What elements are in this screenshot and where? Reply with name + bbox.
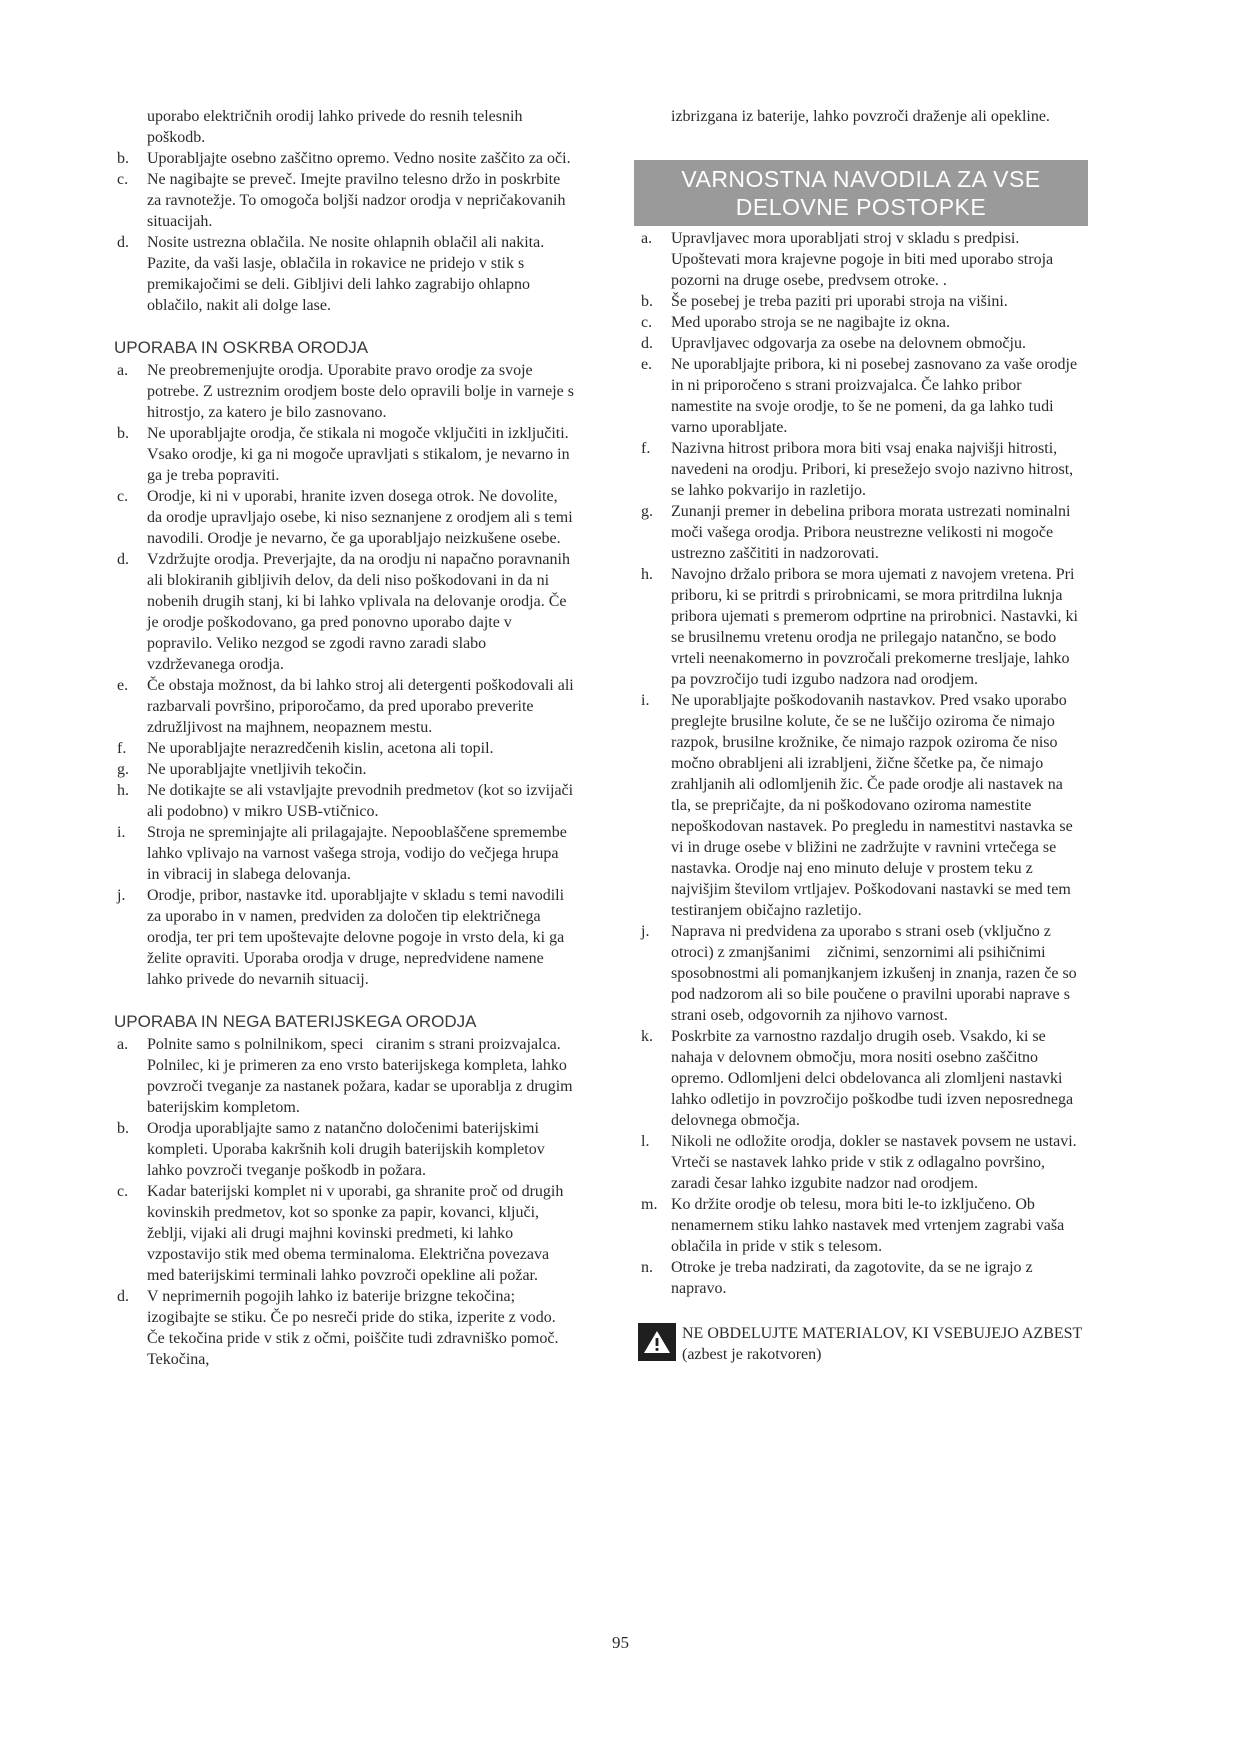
right-lead-text: izbrizgana iz baterije, lahko povzroči draženje ali opekline. xyxy=(671,108,1050,125)
all-operations-item-label: e. xyxy=(641,356,653,373)
tool-usage-item xyxy=(114,423,574,486)
personal-safety-item-label: c. xyxy=(117,171,129,188)
all-operations-item-label: c. xyxy=(641,314,653,331)
personal-safety-item-text: Uporabljajte osebno zaščitno opremo. Vedno nosite zaščito za oči. xyxy=(147,150,571,167)
battery-usage-item xyxy=(114,1118,574,1181)
all-operations-item-text: Naprava ni predvidena za uporabo s strani oseb (vključno z otroci) z zmanjšanimi  zičnimi, senzornimi ali psihičnimi sposobnostmi ali pomanjkanjem izkušenj in znanja, razen če so pod nadzorom ali so bile poučene o pravilni uporabi naprave s strani oseb, odgovornih za njihovo varnost. xyxy=(671,923,1077,1024)
all-operations-item xyxy=(638,354,1082,438)
battery-usage-item-label: c. xyxy=(117,1183,129,1200)
all-operations-item-text: Med uporabo stroja se ne nagibajte iz okna. xyxy=(671,314,951,331)
all-operations-item-text: Upravljavec mora uporabljati stroj v skladu s predpisi. Upoštevati mora krajevne pogoje in biti med uporabo stroja pozorni na druge osebe, predvsem otroke. . xyxy=(671,230,1054,289)
all-operations-item-text: Navojno držalo pribora se mora ujemati z navojem vretena. Pri priboru, ki se pritrdi s prirobnicami, se mora pritrdilna luknja pribora ujemati s premerom odprtine na prirobnici. Nastavki, ki se brusilnemu vretenu orodja ne prilegajo natančno, se bodo vrteli neenakomerno in povzročali prekomerne tresljaje, lahko pa povzročijo tudi izgubo nadzora nad orodjem. xyxy=(671,566,1078,688)
battery-usage-item xyxy=(114,1034,574,1118)
all-operations-item-text: Ko držite orodje ob telesu, mora biti le-to izključeno. Ob nenamernem stiku lahko nastavek med vrtenjem zagrabi vaša oblačila in pride v stik s telesom. xyxy=(671,1196,1065,1255)
all-operations-item xyxy=(638,438,1082,501)
all-operations-item-label: i. xyxy=(641,692,650,709)
battery-usage-item-text: Polnite samo s polnilnikom, speci ciranim s strani proizvajalca. Polnilec, ki je primeren za eno vrsto baterijskega kompleta, lahko povzroči tveganje za nastanek požara, kadar se uporablja z drugim baterijskim kompletom. xyxy=(147,1036,573,1116)
all-operations-item-text: Ne uporabljajte pribora, ki ni posebej zasnovano za vaše orodje in ni priporočeno s strani proizvajalca. Če lahko pribor namestite na svoje orodje, to še ne pomeni, da ga lahko tudi varno uporabljate. xyxy=(671,356,1078,436)
tool-usage-item-text: Ne preobremenjujte orodja. Uporabite pravo orodje za svoje potrebe. Z ustreznim orodjem boste delo opravili bolje in varneje s hitrostjo, za katero je bilo zasnovano. xyxy=(147,362,574,421)
all-operations-item xyxy=(638,228,1082,291)
tool-usage-item-text: Orodje, pribor, nastavke itd. uporabljajte v skladu s temi navodili za uporabo in v namen, predviden za določen tip električnega orodja, ter pri tem upoštevajte delovne pogoje in vrsto dela, ki ga želite opraviti. Uporaba orodja v druge, nepredvidene namene lahko privede do nevarnih situacij. xyxy=(147,887,565,988)
personal-safety-item-label: b. xyxy=(117,150,129,167)
tool-usage-item-label: j. xyxy=(117,887,126,904)
tool-usage-item-text: Ne dotikajte se ali vstavljajte prevodnih predmetov (kot so izvijači ali podobno) v mikro USB-vtičnico. xyxy=(147,782,574,820)
tool-usage-item-label: f. xyxy=(117,740,127,757)
asbestos-warning xyxy=(638,1323,1082,1365)
battery-usage-item-label: b. xyxy=(117,1120,129,1137)
all-operations-item xyxy=(638,501,1082,564)
all-operations-item-label: j. xyxy=(641,923,650,940)
tool-usage-item xyxy=(114,759,574,780)
all-operations-item-text: Upravljavec odgovarja za osebe na delovnem območju. xyxy=(671,335,1026,352)
personal-safety-item xyxy=(114,148,574,169)
personal-safety-item xyxy=(114,169,574,232)
all-operations-item-label: g. xyxy=(641,503,653,520)
tool-usage-item-label: i. xyxy=(117,824,126,841)
all-operations-item-text: Otroke je treba nadzirati, da zagotovite, da se ne igrajo z napravo. xyxy=(671,1259,1033,1297)
all-operations-item xyxy=(638,1026,1082,1131)
all-operations-item-text: Poskrbite za varnostno razdaljo drugih oseb. Vsakdo, ki se nahaja v delovnem območju, mora nositi osebno zaščitno opremo. Odlomljeni delci obdelovanca ali zlomljeni nastavki lahko odletijo in povzročijo poškodbe tudi izven neposrednega delovnega območja. xyxy=(671,1028,1074,1129)
all-operations-item xyxy=(638,291,1082,312)
all-operations-item xyxy=(638,564,1082,690)
all-operations-item-label: b. xyxy=(641,293,653,310)
tool-usage-item-text: Stroja ne spreminjajte ali prilagajajte. Nepooblaščene spremembe lahko vplivajo na varnost vašega stroja, vodijo do večjega hrupa in vibracij in slabega delovanja. xyxy=(147,824,567,883)
tool-usage-item-label: a. xyxy=(117,362,129,379)
tool-usage-item-label: e. xyxy=(117,677,129,694)
tool-usage-item-label: g. xyxy=(117,761,129,778)
tool-usage-item-label: d. xyxy=(117,551,129,568)
tool-usage-item-label: b. xyxy=(117,425,129,442)
battery-usage-item-label: d. xyxy=(117,1288,129,1305)
all-operations-item-text: Še posebej je treba paziti pri uporabi stroja na višini. xyxy=(671,293,1008,310)
tool-usage-item-text: Ne uporabljajte orodja, če stikala ni mogoče vključiti in izključiti. Vsako orodje, ki ga ni mogoče upravljati s stikalom, je nevarno in ga je treba popraviti. xyxy=(147,425,570,484)
all-operations-item-text: Zunanji premer in debelina pribora morata ustrezati nominalni moči vašega orodja. Pribora neustrezne velikosti ni mogoče ustrezno zaščititi in nadzorovati. xyxy=(671,503,1071,562)
all-operations-item xyxy=(638,1257,1082,1299)
all-operations-item-label: l. xyxy=(641,1133,650,1150)
all-operations-item xyxy=(638,312,1082,333)
all-operations-item-label: a. xyxy=(641,230,653,247)
tool-usage-item xyxy=(114,360,574,423)
tool-usage-item-text: Ne uporabljajte vnetljivih tekočin. xyxy=(147,761,367,778)
all-operations-item xyxy=(638,921,1082,1026)
asbestos-warning-text xyxy=(682,1323,1082,1365)
asbestos-warning-main: NE OBDELUJTE MATERIALOV, KI VSEBUJEJO AZBEST xyxy=(682,1325,1083,1342)
all-operations-item xyxy=(638,1194,1082,1257)
tool-usage-item-label: c. xyxy=(117,488,129,505)
left-group3-list xyxy=(114,1034,574,1370)
tool-usage-item xyxy=(114,780,574,822)
all-operations-item-label: n. xyxy=(641,1259,653,1276)
tool-usage-item-label: h. xyxy=(117,782,129,799)
left-group1-list xyxy=(114,148,574,316)
left-group2-list xyxy=(114,360,574,990)
asbestos-warning-note: (azbest je rakotvoren) xyxy=(682,1346,822,1363)
battery-usage-item-text: Orodja uporabljajte samo z natančno določenimi baterijskimi kompleti. Uporaba kakršnih koli drugih baterijskih kompletov lahko povzroči tveganje poškodb in požara. xyxy=(147,1120,545,1179)
all-operations-item-label: h. xyxy=(641,566,653,583)
tool-usage-item xyxy=(114,486,574,549)
all-operations-item-label: d. xyxy=(641,335,653,352)
all-operations-item-text: Nikoli ne odložite orodja, dokler se nastavek povsem ne ustavi. Vrteči se nastavek lahko pride v stik z odlagalno površino, zaradi česar lahko izgubite nadzor nad orodjem. xyxy=(671,1133,1077,1192)
hazard-triangle-icon xyxy=(638,1323,676,1361)
right-items-list xyxy=(638,228,1082,1299)
section-heading-battery-tool: UPORABA IN NEGA BATERIJSKEGA ORODJA xyxy=(114,1012,477,1031)
all-operations-item-label: k. xyxy=(641,1028,653,1045)
battery-usage-item-label: a. xyxy=(117,1036,129,1053)
all-operations-item xyxy=(638,333,1082,354)
personal-safety-item-label: d. xyxy=(117,234,129,251)
personal-safety-item xyxy=(114,232,574,316)
left-column xyxy=(114,106,574,1370)
tool-usage-item xyxy=(114,738,574,759)
battery-usage-item xyxy=(114,1181,574,1286)
tool-usage-item xyxy=(114,885,574,990)
personal-safety-item-text: Nosite ustrezna oblačila. Ne nosite ohlapnih oblačil ali nakita. Pazite, da vaši lasje, oblačila in rokavice ne pridejo v stik s premikajočimi se deli. Gibljivi deli lahko zagrabijo ohlapno oblačilo, nakit ali dolge lase. xyxy=(147,234,545,314)
all-operations-item-text: Nazivna hitrost pribora mora biti vsaj enaka najvišji hitrosti, navedeni na orodju. Pribori, ki presežejo svojo nazivno hitrost, se lahko pokvarijo in razletijo. xyxy=(671,440,1074,499)
tool-usage-item-text: Če obstaja možnost, da bi lahko stroj ali detergenti poškodovali ali razbarvali površino, priporočamo, da pred uporabo preverite združljivost na majhnem, neopaznem mestu. xyxy=(147,677,574,736)
battery-usage-item xyxy=(114,1286,574,1370)
all-operations-item-label: m. xyxy=(641,1196,658,1213)
all-operations-item-text: Ne uporabljajte poškodovanih nastavkov. Pred vsako uporabo preglejte brusilne kolute, če se ne luščijo oziroma če nimajo razpok, brusilne krožnike, če nimajo razpok oziroma če niso močno obrabljeni ali izrabljeni, žične ščetke pa, če nimajo zrahljanih ali odlomljenih žic. Če pade orodje ali nastavek na tla, se prepričajte, da ni poškodovano oziroma namestite nepoškodovan nastavek. Po pregledu in namestitvi nastavka se vi in druge osebe v bližini ne zadržujte v ravnini vrtečega se nastavka. Orodje naj eno minuto deluje v prostem teku z najvišjim številom vrtljajev. Poškodovani nastavki se med tem testiranjem običajno razletijo. xyxy=(671,692,1073,919)
tool-usage-item xyxy=(114,549,574,675)
personal-safety-item-text: Ne nagibajte se preveč. Imejte pravilno telesno držo in poskrbite za ravnotežje. To omogoča boljši nadzor orodja v nepričakovanih situacijah. xyxy=(147,171,566,230)
tool-usage-item-text: Vzdržujte orodja. Preverjajte, da na orodju ni napačno poravnanih ali blokiranih gibljivih delov, da deli niso poškodovani in da ni nobenih drugih stanj, ki bi lahko vplivala na delovanje orodja. Če je orodje poškodovano, ga pred ponovno uporabo dajte v popravilo. Veliko nezgod se zgodi ravno zaradi slabo vzdrževanega orodja. xyxy=(147,551,570,673)
battery-usage-item-text: Kadar baterijski komplet ni v uporabi, ga shranite proč od drugih kovinskih predmetov, kot so sponke za papir, kovanci, ključi, žeblji, vijaki ali drugi majhni kovinski predmeti, ki lahko vzpostavijo stik med obema terminaloma. Električna povezava med baterijskimi terminali lahko povzroči opekline ali požar. xyxy=(147,1183,564,1284)
right-column xyxy=(638,106,1082,1365)
all-operations-item xyxy=(638,1131,1082,1194)
battery-usage-item-text: V neprimernih pogojih lahko iz baterije brizgne tekočina; izogibajte se stiku. Če po nesreči pride do stika, izperite z vodo. Če tekočina pride v stik z očmi, poiščite tudi zdravniško pomoč. Tekočina, xyxy=(147,1288,559,1368)
tool-usage-item xyxy=(114,822,574,885)
all-operations-item-label: f. xyxy=(641,440,651,457)
left-lead-text: uporabo električnih orodij lahko privede do resnih telesnih poškodb. xyxy=(147,108,523,146)
section-banner-all-operations: VARNOSTNA NAVODILA ZA VSE DELOVNE POSTOPKE xyxy=(634,160,1088,226)
tool-usage-item-text: Orodje, ki ni v uporabi, hranite izven dosega otrok. Ne dovolite, da orodje upravljajo osebe, ki niso seznanjene z orodjem ali s temi navodili. Orodje je nevarno, če ga uporabljajo neizkušene osebe. xyxy=(147,488,573,547)
tool-usage-item-text: Ne uporabljajte nerazredčenih kislin, acetona ali topil. xyxy=(147,740,494,757)
section-heading-usage-care: UPORABA IN OSKRBA ORODJA xyxy=(114,338,369,357)
all-operations-item xyxy=(638,690,1082,921)
page-number: 95 xyxy=(612,1633,629,1652)
tool-usage-item xyxy=(114,675,574,738)
